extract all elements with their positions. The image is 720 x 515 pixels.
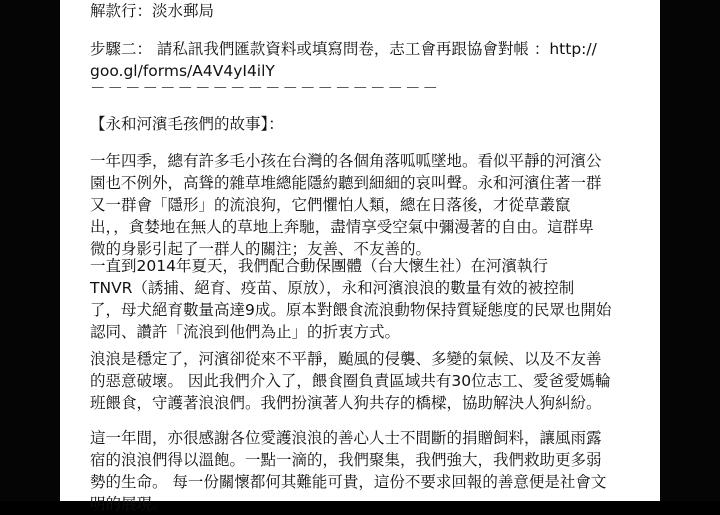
left-black-border [0, 0, 60, 501]
story-paragraph: 一年四季，總有許多毛小孩在台灣的各個角落呱呱墜地。看似平靜的河濱公 園也不例外，高聳的雜草堆總能隱約聽到細細的哀叫聲。永和河濱住著一群 又一群會「隱形」的流浪狗，它們懼怕人類，總在日落後，才從草叢竄 出，，貪婪地在無人的草地上奔馳，盡情享受空氣中彌漫著的自由。這群卑 微的身影引起了一群人的關注；友善、不友善的。 [90, 152, 602, 258]
section-divider: －－－－－－－－－－－－－－－－－－－－ [90, 79, 441, 97]
step-two-block [90, 38, 597, 82]
right-black-border [660, 0, 720, 501]
story-section-title: 【永和河濱毛孩們的故事】： [90, 115, 284, 133]
story-paragraph: 浪浪是穩定了，河濱卻從來不平靜，颱風的侵襲、多變的氣候、以及不友善 的惡意破壞。 因此我們介入了，餵食圈負責區域共有30位志工、愛爸愛媽輪 班餵食，守護著浪浪們。我們扮演著人狗共存的橋樑，協助解決人狗糾紛。 [90, 350, 611, 412]
story-paragraph: 這一年間，亦很感謝各位愛護浪浪的善心人士不間斷的捐贈飼料，讓風雨露 宿的浪浪們得以溫飽。一點一滴的，我們聚集，我們強大，我們救助更多弱 勢的生命。 每一份關懷都何其難能可貴，這份不要求回報的善意便是社會文 明的展現。 [90, 429, 607, 513]
remit-bank-line: 解款行：淡水郵局 [90, 2, 215, 20]
story-paragraph: 一直到2014年夏天，我們配合動保團體（台大懷生社）在河濱執行 TNVR（誘捕、絕育、疫苗、原放），永和河濱浪浪的數量有效的被控制 了，母犬絕育數量高達9成。原本對餵食流浪動物保持質疑態度的民眾也開始 認同、讚許「流浪到他們為止」的折衷方式。 [90, 257, 612, 341]
document-page [60, 0, 660, 513]
step-two-text: 步驟二： 請私訊我們匯款資料或填寫問卷，志工會再跟協會對帳 ：http:// [90, 40, 597, 58]
survey-form-link[interactable]: goo.gl/forms/A4V4yI4ilY [90, 62, 275, 80]
